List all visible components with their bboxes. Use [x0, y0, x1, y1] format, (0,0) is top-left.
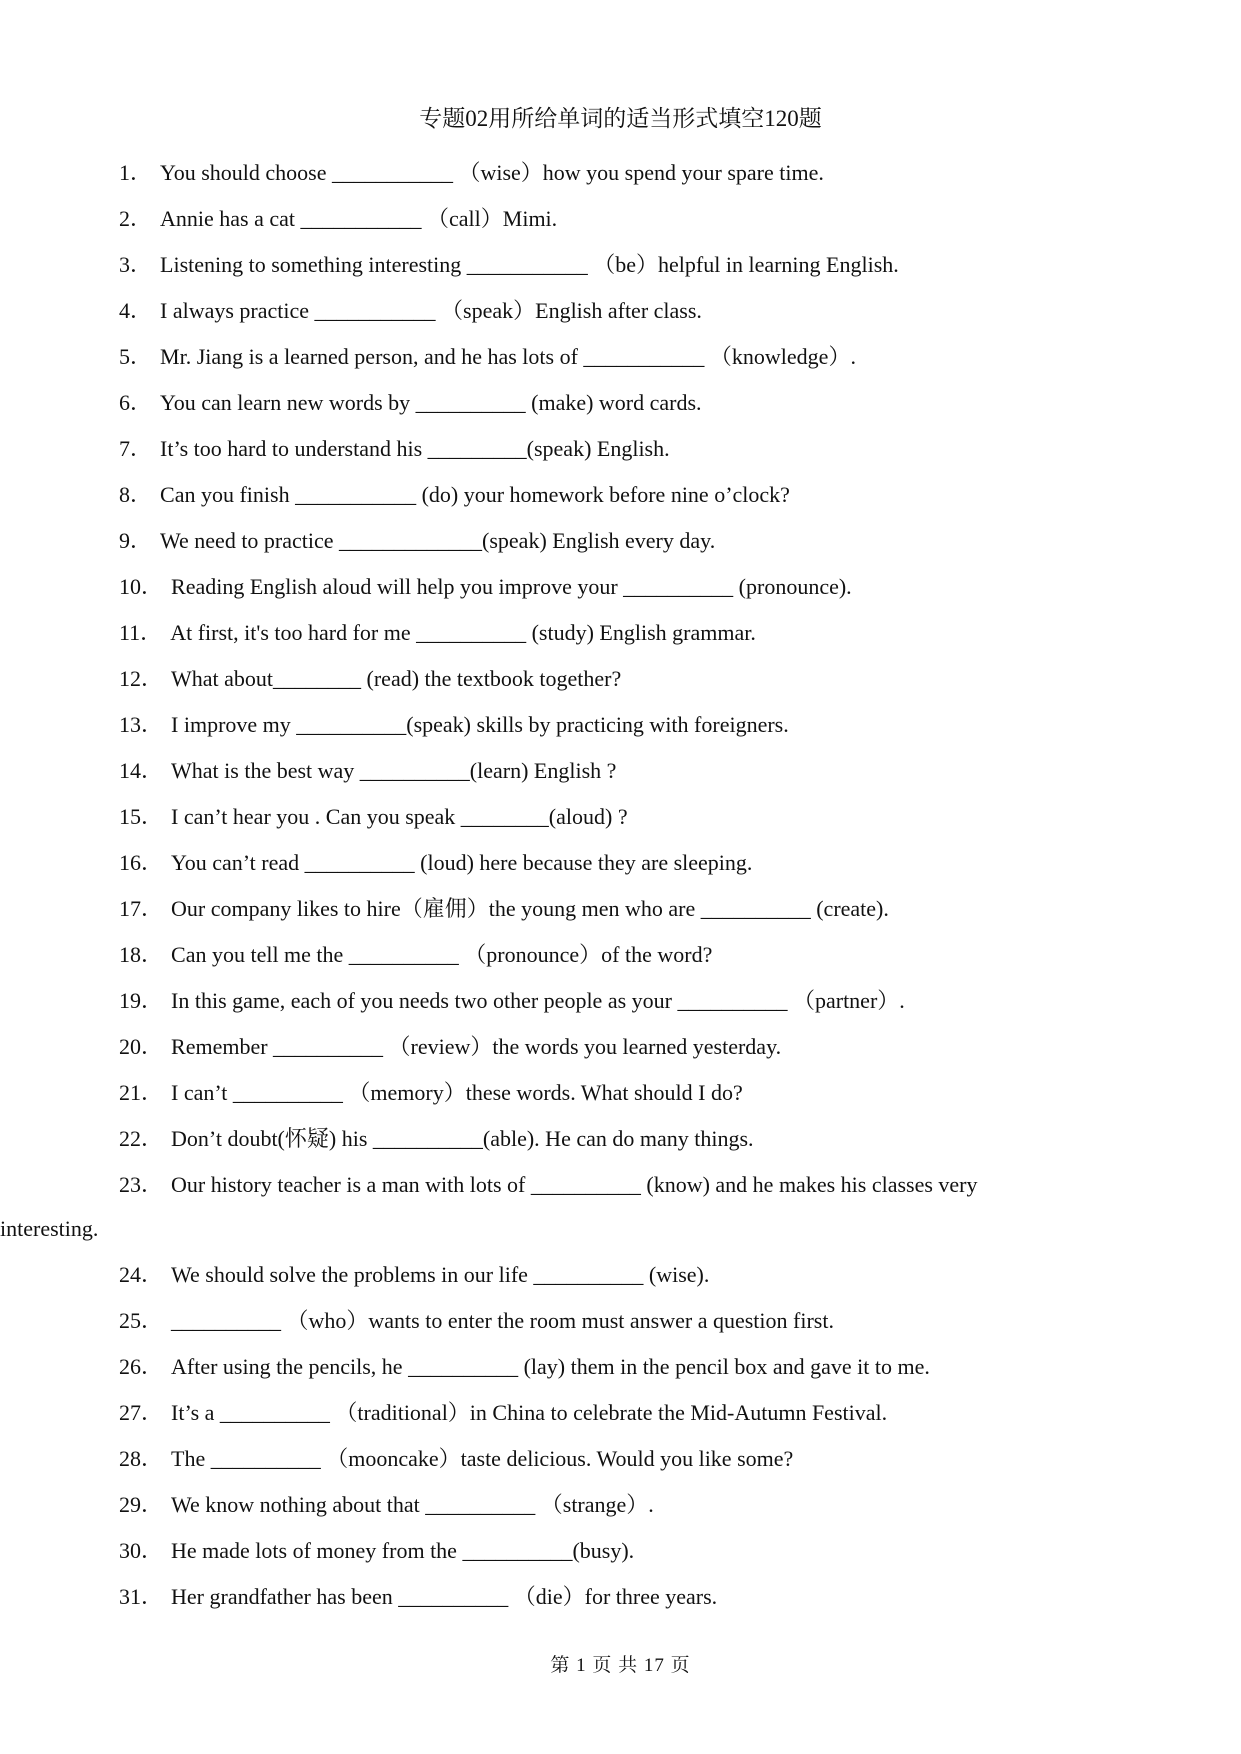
question-item: [119, 158, 1129, 204]
question-number: 11．: [119, 620, 163, 645]
question-text: I improve my __________(speak) skills by practicing with foreigners.: [171, 712, 789, 737]
page-title: 专题02用所给单词的适当形式填空120题: [419, 106, 822, 131]
question-item: [119, 894, 1129, 940]
question-item: [119, 710, 1129, 756]
question-item: [119, 296, 1129, 342]
question-number: 20．: [119, 1034, 164, 1059]
question-text: Our history teacher is a man with lots of __________ (know) and he makes his classes very: [171, 1172, 978, 1197]
question-item: [119, 802, 1129, 848]
question-item: [119, 526, 1129, 572]
question-number: 7．: [119, 436, 153, 461]
question-number: 13．: [119, 712, 164, 737]
question-number: 14．: [119, 758, 164, 783]
question-item: [119, 1306, 1129, 1352]
question-number: 23．: [119, 1172, 164, 1197]
question-text: Reading English aloud will help you improve your __________ (pronounce).: [171, 574, 852, 599]
question-item: [119, 1582, 1129, 1628]
question-number: 15．: [119, 804, 164, 829]
question-text: Remember __________ （review）the words you learned yesterday.: [171, 1034, 782, 1059]
question-number: 3．: [119, 252, 153, 277]
question-item: [119, 572, 1129, 618]
question-number: 9．: [119, 528, 153, 553]
question-number: 24．: [119, 1262, 164, 1287]
question-text-continuation: interesting.: [0, 1216, 99, 1241]
question-item: [119, 342, 1129, 388]
question-number: 17．: [119, 896, 164, 921]
question-text: At first, it's too hard for me __________ (study) English grammar.: [170, 620, 756, 645]
question-text: I can’t hear you . Can you speak ________(aloud) ?: [171, 804, 628, 829]
question-number: 30．: [119, 1538, 164, 1563]
question-number: 25．: [119, 1308, 164, 1333]
question-number: 12．: [119, 666, 164, 691]
question-number: 27．: [119, 1400, 164, 1425]
question-text: The __________ （mooncake）taste delicious. Would you like some?: [171, 1446, 794, 1471]
question-text: Don’t doubt(怀疑) his __________(able). He can do many things.: [171, 1126, 754, 1151]
question-number: 18．: [119, 942, 164, 967]
question-number: 10．: [119, 574, 164, 599]
question-item: [119, 986, 1129, 1032]
question-text: We need to practice _____________(speak) English every day.: [160, 528, 716, 553]
question-number: 2．: [119, 206, 153, 231]
question-text: Annie has a cat ___________ （call）Mimi.: [160, 206, 558, 231]
question-text: After using the pencils, he __________ (lay) them in the pencil box and gave it to me.: [171, 1354, 930, 1379]
question-text: We should solve the problems in our life __________ (wise).: [171, 1262, 710, 1287]
question-item: [119, 204, 1129, 250]
question-item: [119, 1124, 1129, 1170]
question-item: [119, 250, 1129, 296]
question-number: 21．: [119, 1080, 164, 1105]
question-number: 28．: [119, 1446, 164, 1471]
question-number: 1．: [119, 160, 153, 185]
question-item: [119, 1260, 1129, 1306]
question-number: 5．: [119, 344, 153, 369]
question-item: [119, 664, 1129, 710]
question-item: [119, 1490, 1129, 1536]
question-item: [119, 1352, 1129, 1398]
question-text: It’s too hard to understand his _________(speak) English.: [160, 436, 670, 461]
question-number: 26．: [119, 1354, 164, 1379]
question-text: Her grandfather has been __________ （die）for three years.: [171, 1584, 718, 1609]
question-number: 22．: [119, 1126, 164, 1151]
question-item: [119, 388, 1129, 434]
question-number: 4．: [119, 298, 153, 323]
question-text: Can you tell me the __________ （pronounce）of the word?: [171, 942, 713, 967]
question-text: What is the best way __________(learn) English ?: [171, 758, 617, 783]
question-text: We know nothing about that __________ （strange）.: [171, 1492, 654, 1517]
question-text: What about________ (read) the textbook together?: [171, 666, 622, 691]
question-text: He made lots of money from the __________(busy).: [171, 1538, 635, 1563]
question-item: [119, 940, 1129, 986]
question-text: Our company likes to hire（雇佣）the young men who are __________ (create).: [171, 896, 889, 921]
question-item: [119, 1444, 1129, 1490]
page-footer: 第 1 页 共 17 页: [550, 1655, 691, 1676]
question-number: 6．: [119, 390, 153, 415]
question-number: 31．: [119, 1584, 164, 1609]
question-number: 19．: [119, 988, 164, 1013]
question-list: [0, 158, 1129, 1628]
question-text: __________ （who）wants to enter the room must answer a question first.: [171, 1308, 834, 1333]
question-text: In this game, each of you needs two other people as your __________ （partner）.: [171, 988, 905, 1013]
question-text: You should choose ___________ （wise）how you spend your spare time.: [160, 160, 824, 185]
question-item: [119, 480, 1129, 526]
question-item: [119, 1032, 1129, 1078]
question-item: [119, 618, 1129, 664]
question-item: [119, 848, 1129, 894]
question-item: [119, 756, 1129, 802]
question-text: You can’t read __________ (loud) here because they are sleeping.: [171, 850, 753, 875]
question-text: Listening to something interesting ___________ （be）helpful in learning English.: [160, 252, 899, 277]
question-item: [119, 1398, 1129, 1444]
question-item: [0, 1170, 1129, 1244]
question-number: 29．: [119, 1492, 164, 1517]
question-text: I can’t __________ （memory）these words. What should I do?: [171, 1080, 743, 1105]
question-item: [119, 434, 1129, 480]
question-text: You can learn new words by __________ (make) word cards.: [160, 390, 702, 415]
question-item: [119, 1536, 1129, 1582]
question-text: It’s a __________ （traditional）in China to celebrate the Mid-Autumn Festival.: [171, 1400, 888, 1425]
question-text: Can you finish ___________ (do) your homework before nine o’clock?: [160, 482, 790, 507]
question-text: I always practice ___________ （speak）English after class.: [160, 298, 702, 323]
question-number: 8．: [119, 482, 153, 507]
question-text: Mr. Jiang is a learned person, and he has lots of ___________ （knowledge）.: [160, 344, 856, 369]
question-number: 16．: [119, 850, 164, 875]
question-item: [119, 1078, 1129, 1124]
